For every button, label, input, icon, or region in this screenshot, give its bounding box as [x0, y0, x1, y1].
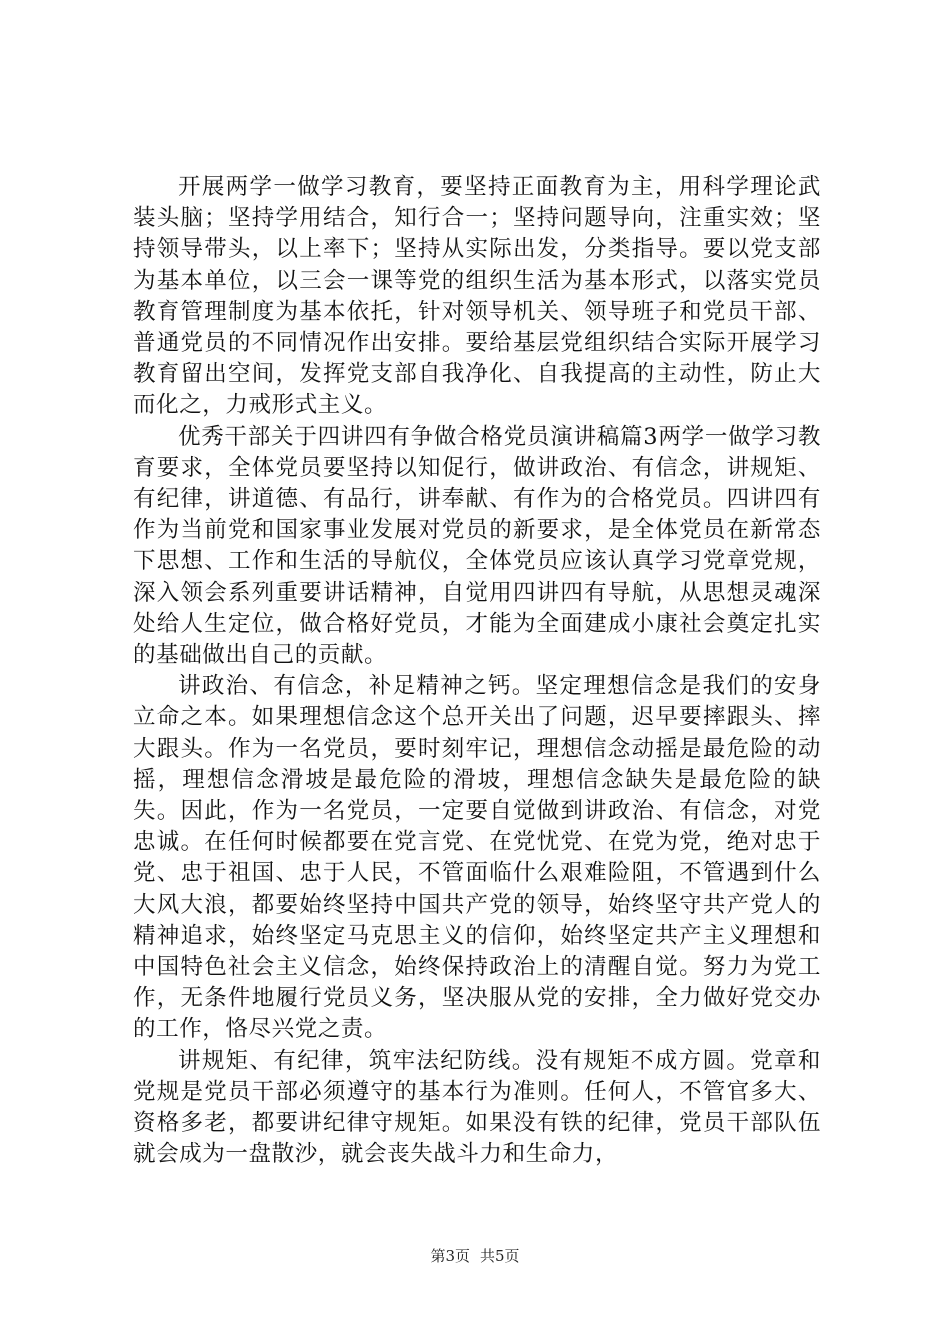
- paragraph: 讲政治、有信念，补足精神之钙。坚定理想信念是我们的安身立命之本。如果理想信念这个总开关出了问题，迟早要摔跟头、摔大跟头。作为一名党员，要时刻牢记，理想信念动摇是最危险的动摇，理想信念滑坡是最危险的滑坡，理想信念缺失是最危险的缺失。因此，作为一名党员，一定要自觉做到讲政治、有信念，对党忠诚。在任何时候都要在党言党、在党忧党、在党为党，绝对忠于党、忠于祖国、忠于人民，不管面临什么艰难险阻，不管遇到什么大风大浪，都要始终坚持中国共产党的领导，始终坚守共产党人的精神追求，始终坚定马克思主义的信仰，始终坚定共产主义理想和中国特色社会主义信念，始终保持政治上的清醒自觉。努力为党工作，无条件地履行党员义务，坚决服从党的安排，全力做好党交办的工作，恪尽兴党之责。: [133, 673, 821, 1043]
- document-body: [133, 172, 821, 1171]
- page-footer: [0, 1246, 950, 1266]
- page-number: 第3页: [430, 1247, 470, 1265]
- paragraph: 讲规矩、有纪律，筑牢法纪防线。没有规矩不成方圆。党章和党规是党员干部必须遵守的基本行为准则。任何人，不管官多大、资格多老，都要讲纪律守规矩。如果没有铁的纪律，党员干部队伍就会成为一盘散沙，就会丧失战斗力和生命力，: [133, 1047, 821, 1168]
- page-total: 共5页: [480, 1247, 520, 1265]
- paragraph: 开展两学一做学习教育，要坚持正面教育为主，用科学理论武装头脑；坚持学用结合，知行合一；坚持问题导向，注重实效；坚持领导带头，以上率下；坚持从实际出发，分类指导。要以党支部为基本单位，以三会一课等党的组织生活为基本形式，以落实党员教育管理制度为基本依托，针对领导机关、领导班子和党员干部、普通党员的不同情况作出安排。要给基层党组织结合实际开展学习教育留出空间，发挥党支部自我净化、自我提高的主动性，防止大而化之，力戒形式主义。: [133, 174, 821, 419]
- paragraph: 优秀干部关于四讲四有争做合格党员演讲稿篇3两学一做学习教育要求，全体党员要坚持以知促行，做讲政治、有信念，讲规矩、有纪律，讲道德、有品行，讲奉献、有作为的合格党员。四讲四有作为当前党和国家事业发展对党员的新要求，是全体党员在新常态下思想、工作和生活的导航仪，全体党员应该认真学习党章党规，深入领会系列重要讲话精神，自觉用四讲四有导航，从思想灵魂深处给人生定位，做合格好党员，才能为全面建成小康社会奠定扎实的基础做出自己的贡献。: [133, 423, 821, 669]
